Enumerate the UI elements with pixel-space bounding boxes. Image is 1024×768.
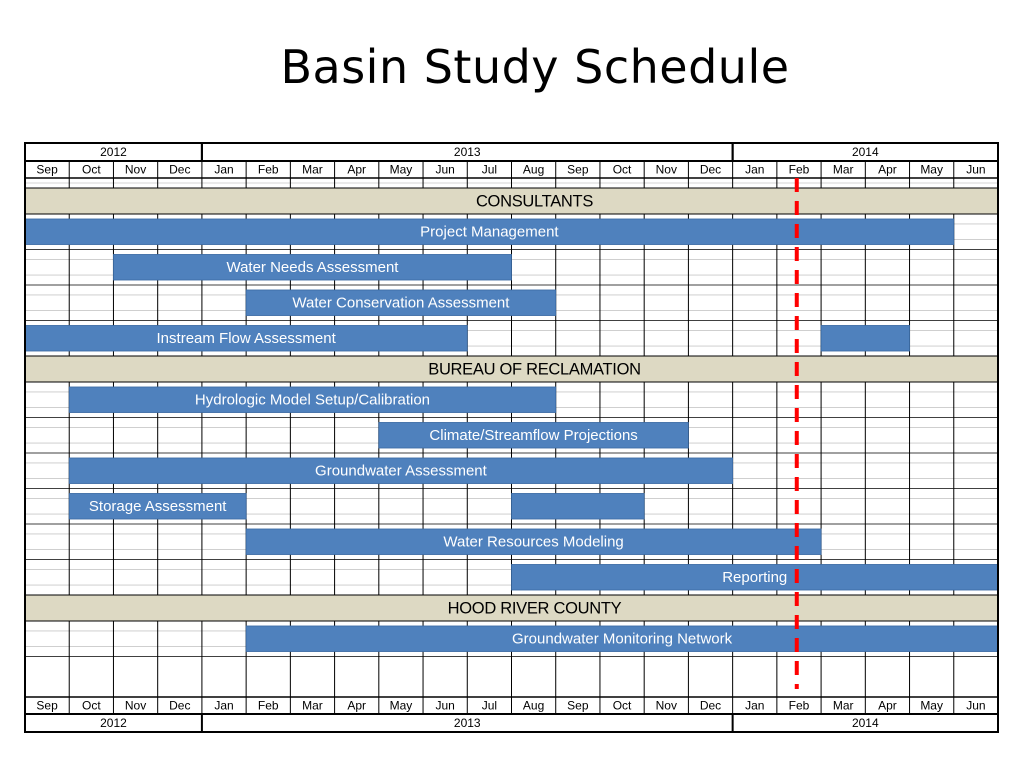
month-label-bottom: Jun [966,698,986,713]
month-label-bottom: Nov [124,698,147,713]
month-label-bottom: Feb [257,698,279,713]
section-header-label: HOOD RIVER COUNTY [447,599,622,618]
month-label-top: Sep [36,162,58,177]
year-label-top: 2012 [100,145,127,160]
year-label-top: 2014 [851,145,879,160]
month-label-top: Sep [567,162,589,177]
task-label: Water Conservation Assessment [292,294,510,312]
month-label-top: Mar [832,162,854,177]
task-label: Hydrologic Model Setup/Calibration [194,391,431,409]
task-label: Water Needs Assessment [226,259,399,277]
month-label-top: Jul [481,162,498,177]
month-label-top: Apr [878,162,897,177]
month-label-bottom: Oct [612,698,632,713]
month-label-bottom: Oct [82,698,101,713]
month-label-bottom: Apr [878,698,897,713]
month-label-top: Jun [966,162,986,177]
month-label-top: May [920,162,943,177]
task-label: Climate/Streamflow Projections [429,427,638,445]
month-label-bottom: Jun [435,698,455,713]
task-label: Groundwater Assessment [315,462,487,480]
task-label: Project Management [420,223,559,241]
month-label-top: Jan [745,162,765,177]
month-label-bottom: Dec [169,698,191,713]
task-bar [512,493,645,519]
month-label-top: Nov [655,162,677,177]
month-label-bottom: Mar [832,698,854,713]
section-header-label: BUREAU OF RECLAMATION [428,360,641,379]
month-label-bottom: May [389,698,413,713]
month-label-top: Dec [169,162,191,177]
month-label-bottom: Jan [214,698,234,713]
year-label-top: 2013 [453,145,481,160]
task-label: Instream Flow Assessment [156,330,336,348]
task-label: Groundwater Monitoring Network [512,630,733,648]
year-label-bottom: 2013 [453,716,481,731]
month-label-bottom: Jul [481,698,498,713]
month-label-bottom: Dec [699,698,722,713]
month-label-bottom: Aug [522,698,545,713]
month-label-bottom: Apr [347,698,367,713]
month-label-bottom: Nov [655,698,677,713]
month-label-top: Oct [612,162,632,177]
month-label-top: Nov [124,162,147,177]
month-label-top: Aug [522,162,545,177]
month-label-bottom: Jan [745,698,765,713]
month-label-bottom: May [920,698,943,713]
month-label-bottom: Sep [36,698,58,713]
month-label-top: Jun [435,162,455,177]
section-header-label: CONSULTANTS [475,192,594,211]
month-label-top: Mar [302,162,323,177]
month-label-top: May [389,162,413,177]
month-label-top: Apr [347,162,367,177]
month-label-top: Feb [788,162,810,177]
month-label-top: Jan [214,162,234,177]
month-label-bottom: Feb [788,698,810,713]
year-label-bottom: 2012 [100,716,127,731]
task-label: Reporting [722,569,788,587]
task-label: Storage Assessment [88,498,227,516]
task-bar [821,325,909,351]
year-label-bottom: 2014 [851,716,879,731]
month-label-top: Dec [699,162,722,177]
month-label-top: Oct [82,162,101,177]
task-label: Water Resources Modeling [443,533,624,551]
month-label-bottom: Mar [302,698,323,713]
page-title: Basin Study Schedule [280,40,790,94]
month-label-top: Feb [257,162,279,177]
month-label-bottom: Sep [567,698,589,713]
